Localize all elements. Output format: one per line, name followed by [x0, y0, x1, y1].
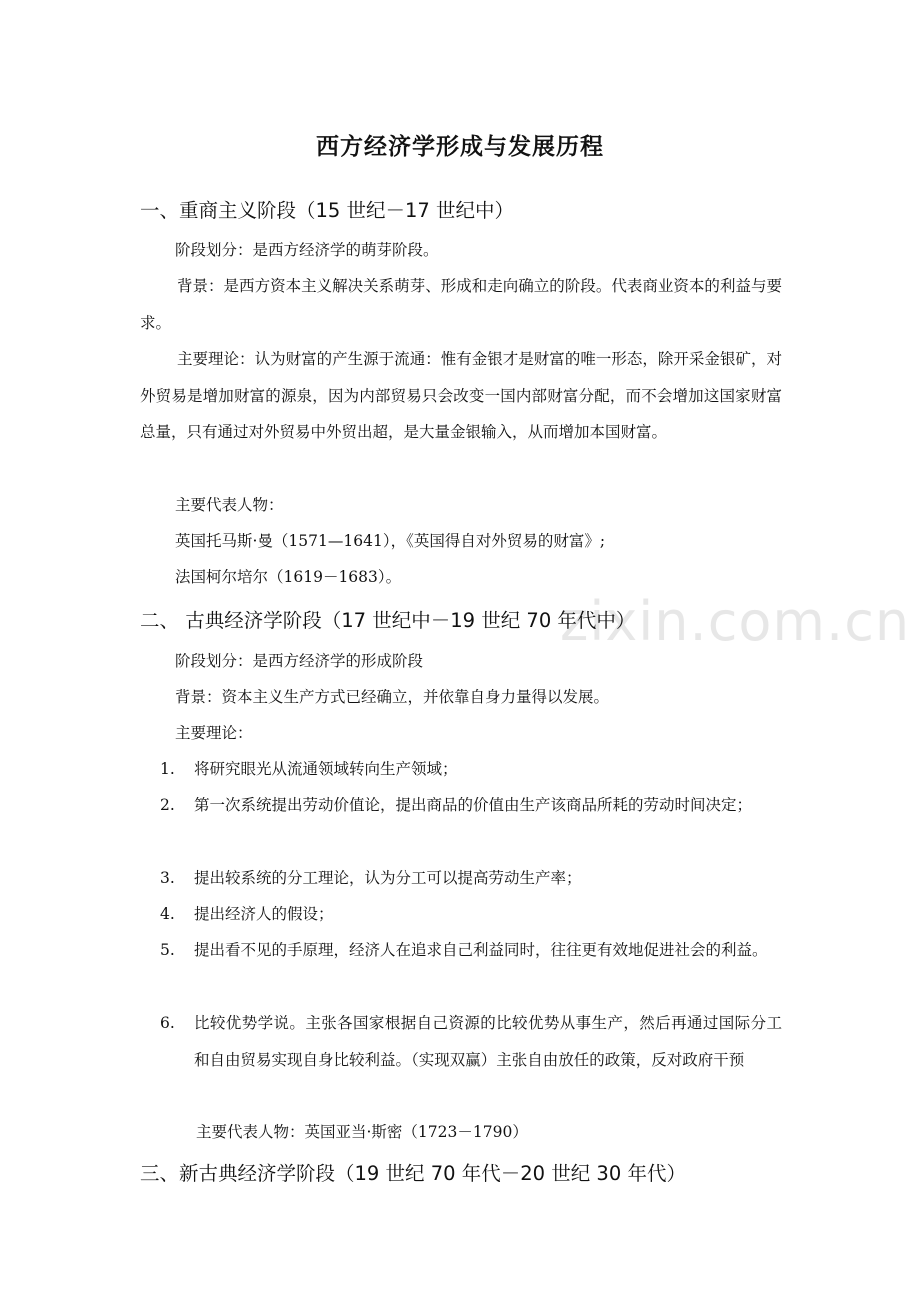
- list-item-number: 4.: [160, 905, 175, 923]
- section-1-theory: 主要理论：认为财富的产生源于流通：惟有金银才是财富的唯一形态，除开采金银矿，对外贸易是增加财富的源泉，因为内部贸易只会改变一国内部财富分配，而不会增加这国家财富总量，只有通过对外贸易中外贸出超，是大量金银输入，从而增加本国财富。: [140, 350, 782, 441]
- section-1-rep-label: 主要代表人物：: [175, 496, 284, 514]
- list-item-text: 提出经济人的假设；: [194, 905, 334, 923]
- section-1-background: 背景：是西方资本主义解决关系萌芽、形成和走向确立的阶段。代表商业资本的利益与要求。: [140, 277, 782, 332]
- list-item-number: 5.: [160, 941, 175, 959]
- list-item-text: 将研究眼光从流通领域转向生产领域；: [194, 760, 458, 778]
- list-item-text: 提出较系统的分工理论，认为分工可以提高劳动生产率；: [194, 869, 582, 887]
- section-2-background: 背景：资本主义生产方式已经确立，并依靠自身力量得以发展。: [175, 688, 610, 706]
- section-2-stage: 阶段划分：是西方经济学的形成阶段: [175, 652, 424, 670]
- section-2-heading: 二、 古典经济学阶段（17 世纪中－19 世纪 70 年代中）: [140, 609, 636, 632]
- section-2-rep: 主要代表人物：英国亚当·斯密（1723－1790）: [196, 1123, 528, 1141]
- section-1-rep-2: 法国柯尔培尔（1619－1683）。: [175, 568, 402, 586]
- section-3-heading: 三、新古典经济学阶段（19 世纪 70 年代－20 世纪 30 年代）: [140, 1162, 686, 1185]
- list-item-number: 6.: [160, 1014, 175, 1032]
- list-item-text: 比较优势学说。主张各国家根据自己资源的比较优势从事生产，然后再通过国际分工和自由贸易实现自身比较利益。（实现双赢）主张自由放任的政策，反对政府干预: [194, 1014, 782, 1069]
- list-item-text: 第一次系统提出劳动价值论，提出商品的价值由生产该商品所耗的劳动时间决定；: [194, 796, 753, 814]
- section-1-stage: 阶段划分：是西方经济学的萌芽阶段。: [175, 241, 439, 259]
- section-1-heading: 一、重商主义阶段（15 世纪－17 世纪中）: [140, 199, 515, 222]
- list-item-number: 1.: [160, 760, 175, 778]
- watermark: zixin.com.cn: [560, 590, 911, 653]
- list-item-number: 3.: [160, 869, 175, 887]
- list-item-text: 提出看不见的手原理，经济人在追求自己利益同时，往往更有效地促进社会的利益。: [194, 941, 768, 959]
- list-item-number: 2.: [160, 796, 175, 814]
- page-title: 西方经济学形成与发展历程: [316, 134, 604, 160]
- section-2-theory-label: 主要理论：: [175, 724, 253, 742]
- section-1-rep-1: 英国托马斯·曼（1571—1641），《英国得自对外贸易的财富》;: [175, 532, 606, 550]
